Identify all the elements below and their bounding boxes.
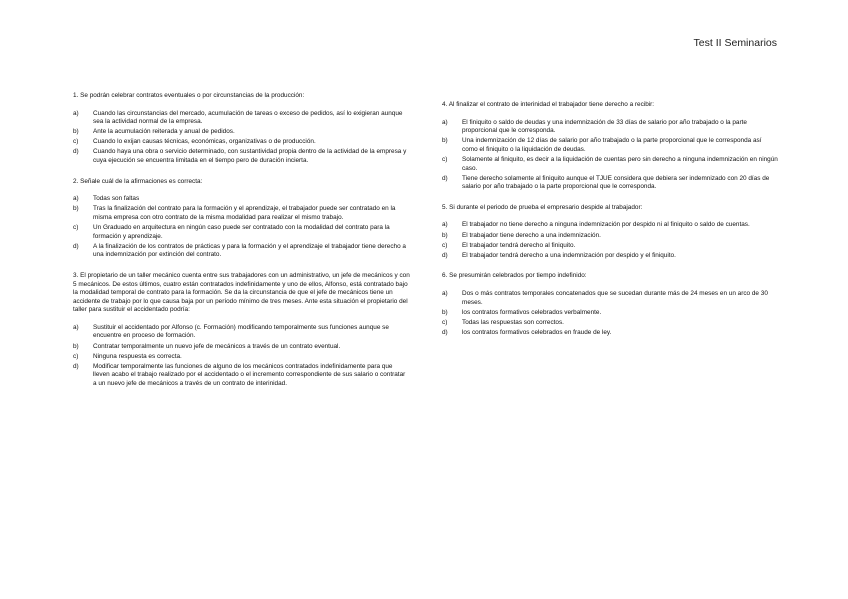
option-text: Una indemnización de 12 días de salario por año trabajado o la parte proporcional que le corresponda así como el finiquito o la liquidación de deudas. (462, 137, 762, 153)
option-letter: c) (73, 138, 79, 146)
question-text: 5. Si durante el periodo de prueba el empresario despide al trabajador: (442, 203, 643, 211)
left-column (73, 92, 410, 401)
question-text: 3. El propietario de un taller mecánico cuenta entre sus trabajadores con un administrativo, un jefe de mecánicos y con 5 mecánicos. De estos últimos, cuatro están contratados indefinidamente y uno de ellos, Alfonso, está contratado bajo la modalidad temporal de contrato para la formación. Se da la circunstancia de que el jefe de mecánicos tiene un accidente de trabajo por lo que causa baja por un período mínimo de tres meses. Ante esta situación el propietario del taller para sustituir el accidentado podría: (73, 271, 410, 314)
option-d (442, 175, 778, 192)
question-5 (442, 204, 778, 260)
question-1 (73, 92, 410, 166)
option-d (442, 329, 778, 338)
option-b (442, 137, 778, 154)
option-text: Tras la finalización del contrato para la formación y el aprendizaje, el trabajador puede ser contratado en la misma empresa con otro contrato de la misma modalidad para realizar el mismo trabajo. (93, 205, 396, 221)
option-a (442, 290, 778, 307)
option-b (442, 232, 778, 241)
option-letter: b) (442, 137, 448, 145)
option-text: Sustituir el accidentado por Alfonso (c. Formación) modificando temporalmente sus funciones aunque se encuentre en proceso de formación. (93, 323, 389, 340)
option-letter: c) (73, 352, 79, 360)
option-letter: b) (73, 205, 79, 213)
option-c (73, 224, 410, 241)
option-text: El trabajador tiene derecho a una indemnización. (462, 231, 601, 239)
option-letter: a) (73, 109, 79, 117)
option-letter: a) (73, 195, 79, 203)
option-b (73, 128, 410, 137)
option-text: Todas son faltas (93, 195, 140, 203)
option-b (442, 309, 778, 318)
option-b (73, 343, 410, 352)
option-c (73, 138, 410, 147)
option-c (442, 156, 778, 173)
option-c (73, 353, 410, 362)
option-text: Contratar temporalmente un nuevo jefe de mecánicos a través de un contrato eventual. (93, 342, 341, 350)
option-letter: b) (442, 308, 448, 316)
option-d (73, 243, 410, 260)
option-c (442, 242, 778, 251)
right-column (442, 101, 778, 349)
option-d (73, 363, 410, 389)
question-4 (442, 101, 778, 192)
option-letter: a) (442, 118, 448, 126)
option-letter: d) (442, 251, 448, 259)
option-letter: c) (442, 318, 448, 326)
option-a (73, 195, 410, 204)
option-letter: d) (442, 328, 448, 336)
option-letter: c) (73, 224, 79, 232)
option-text: Dos o más contratos temporales concatenados que se sucedan durante más de 24 meses en un arco de 30 meses. (462, 289, 768, 306)
option-letter: a) (442, 221, 448, 229)
option-text: El finiquito o saldo de deudas y una indemnización de 33 días de salario por año trabajado o la parte proporcional que le corresponda. (462, 118, 747, 135)
option-a (73, 110, 410, 127)
question-text: 4. Al finalizar el contrato de interinidad el trabajador tiene derecho a recibir: (442, 101, 655, 108)
option-letter: d) (73, 148, 79, 156)
option-letter: a) (73, 323, 79, 331)
option-letter: d) (73, 242, 79, 250)
option-letter: b) (442, 231, 448, 239)
option-letter: c) (442, 241, 448, 249)
option-text: Cuando lo exijan causas técnicas, económicas, organizativas o de producción. (93, 138, 316, 146)
option-text: los contratos formativos celebrados en fraude de ley. (462, 328, 612, 336)
option-a (442, 221, 778, 230)
option-c (442, 319, 778, 328)
option-letter: b) (73, 342, 79, 350)
option-text: Cuando las circunstancias del mercado, acumulación de tareas o exceso de pedidos, así lo exigieran aunque sea la actividad normal de la empresa. (93, 109, 403, 126)
question-text: 2. Señale cuál de la afirmaciones es correcta: (73, 177, 203, 185)
option-letter: c) (442, 155, 448, 163)
question-3 (73, 272, 410, 389)
option-letter: a) (442, 289, 448, 297)
option-text: Solamente al finiquito, es decir a la liquidación de cuentas pero sin derecho a ninguna indemnización en ningún caso. (462, 155, 778, 172)
option-letter: d) (442, 174, 448, 182)
option-d (73, 148, 410, 165)
page-header-title: Test II Seminarios (693, 37, 777, 49)
option-d (442, 252, 778, 261)
option-a (442, 119, 778, 136)
option-text: Todas las respuestas son correctos. (462, 318, 564, 326)
option-text: Un Graduado en arquitectura en ningún caso puede ser contratado con la modalidad del contrato para la formación y aprendizaje. (93, 224, 390, 240)
option-text: los contratos formativos celebrados verbalmente. (462, 308, 602, 316)
option-text: A la finalización de los contratos de prácticas y para la formación y el aprendizaje el trabajador tiene derecho a una indemnización por extinción del contrato. (93, 242, 406, 259)
question-text: 6. Se presumirán celebrados por tiempo indefinido: (442, 272, 587, 280)
option-a (73, 324, 410, 341)
option-text: Tiene derecho solamente al finiquito aunque el TJUE considera que debiera ser indemnizado con 20 días de salario por año trabajado o la parte proporcional que le corresponda. (462, 174, 770, 191)
option-text: Cuando haya una obra o servicio determinado, con sustantividad propia dentro de la actividad de la empresa y cuya ejecución se encuentra limitada en el tiempo pero de duración incierta. (93, 148, 407, 165)
question-2 (73, 178, 410, 260)
option-text: El trabajador tendrá derecho al finiquito. (462, 241, 576, 249)
option-letter: d) (73, 362, 79, 370)
question-6 (442, 272, 778, 337)
option-letter: b) (73, 128, 79, 136)
option-b (73, 205, 410, 222)
option-text: Ninguna respuesta es correcta. (93, 352, 182, 360)
question-text: 1. Se podrán celebrar contratos eventuales o por circunstancias de la producción: (73, 92, 305, 99)
option-text: Ante la acumulación reiterada y anual de pedidos. (93, 128, 235, 136)
option-text: Modificar temporalmente las funciones de alguno de los mecánicos contratados indefinidamente para que lleven acabo el trabajo realizado por el accidentado o el incremento correspondiente de sus salario o contratar a un nuevo jefe de mecánicos a través de un contrato de interinidad. (93, 362, 406, 387)
option-text: El trabajador no tiene derecho a ninguna indemnización por despido ni al finiquito o saldo de cuentas. (462, 221, 750, 229)
option-text: El trabajador tendrá derecho a una indemnización por despido y el finiquito. (462, 251, 676, 259)
